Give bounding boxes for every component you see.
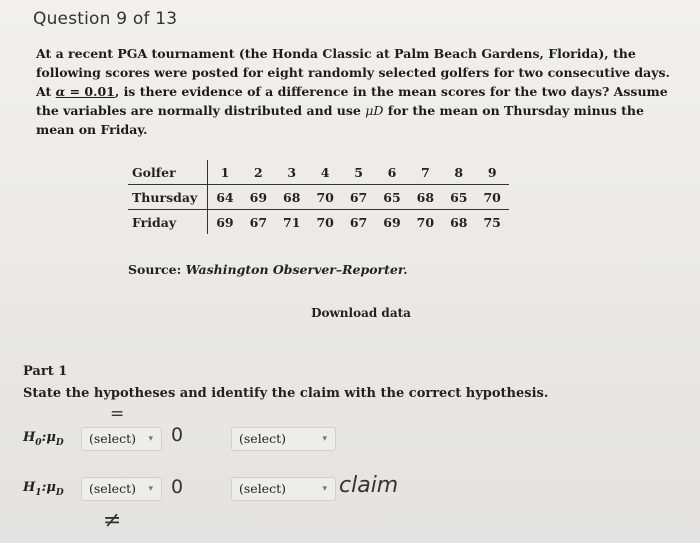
- table-row-thursday: [128, 185, 509, 210]
- thursday-cell: 65: [442, 185, 475, 210]
- chevron-down-icon: ▾: [322, 484, 327, 494]
- download-data-button[interactable]: Download data: [311, 306, 411, 320]
- friday-cell: 69: [383, 214, 401, 230]
- golfer-cell: 6: [375, 160, 408, 185]
- row-label-friday: Friday: [128, 210, 208, 235]
- h0-claim-select[interactable]: (select) ▾: [231, 427, 336, 451]
- thursday-cell: 69: [242, 185, 275, 210]
- h1-operator-select[interactable]: (select) ▾: [81, 477, 162, 501]
- golfer-cell: 9: [475, 160, 508, 185]
- part-instruction: State the hypotheses and identify the claim with the correct hypothesis.: [23, 386, 549, 401]
- prompt-text-c: for the mean on Thursday minus the mean on Friday.: [36, 103, 644, 137]
- golfer-cell: 8: [442, 160, 475, 185]
- friday-cell: 67: [349, 214, 368, 230]
- handwritten-equals-mark: =: [110, 404, 125, 424]
- thursday-cell: 64: [208, 185, 242, 210]
- golfer-cell: 1: [208, 160, 242, 185]
- friday-cell: 67: [249, 214, 268, 230]
- mu-d-symbol: μD: [365, 103, 384, 118]
- thursday-cell: 68: [275, 185, 308, 210]
- handwritten-h1-value: 0: [171, 476, 184, 498]
- question-title: Question 9 of 13: [33, 9, 178, 29]
- part-label: Part 1: [23, 364, 68, 379]
- chevron-down-icon: ▾: [322, 434, 327, 444]
- golfer-cell: 5: [342, 160, 375, 185]
- thursday-cell: 70: [475, 185, 508, 210]
- prompt-text-a: At a recent PGA tournament (the Honda Classic at Palm Beach Gardens, Florida), the following scores were posted for eight randomly selected golfers for two consecutive days. At: [36, 46, 670, 99]
- friday-cell: 69: [216, 214, 234, 230]
- handwritten-not-equal-mark: ≠: [103, 508, 122, 533]
- table-row-golfer: [128, 160, 509, 185]
- thursday-cell: 68: [409, 185, 442, 210]
- golfer-cell: 2: [242, 160, 275, 185]
- scores-table: [128, 160, 509, 234]
- friday-cell: 68: [450, 214, 468, 230]
- thursday-cell: 70: [308, 185, 341, 210]
- thursday-cell: 67: [342, 185, 375, 210]
- chevron-down-icon: ▾: [148, 434, 153, 444]
- chevron-down-icon: ▾: [148, 484, 153, 494]
- row-label-golfer: Golfer: [128, 160, 208, 185]
- golfer-cell: 3: [275, 160, 308, 185]
- h1-claim-select[interactable]: (select) ▾: [231, 477, 336, 501]
- friday-cell: 71: [283, 214, 301, 230]
- prompt-text-b: , is there evidence of a difference in the mean scores for the two days? Assume the variables are normally distributed and use: [36, 84, 668, 118]
- golfer-cell: 7: [409, 160, 442, 185]
- row-label-thursday: Thursday: [128, 185, 208, 210]
- friday-cell: 75: [483, 214, 501, 230]
- bleed-through-decoration: [590, 6, 594, 20]
- table-row-friday: [128, 210, 509, 235]
- handwritten-claim-note: claim: [339, 473, 399, 498]
- source-citation: Source: Washington Observer–Reporter.: [128, 262, 408, 277]
- h0-label: $H_0:\mu_D$: [23, 430, 64, 448]
- thursday-cell: 65: [375, 185, 408, 210]
- golfer-cell: 4: [308, 160, 341, 185]
- friday-cell: 70: [416, 214, 435, 230]
- question-prompt: [36, 44, 676, 139]
- handwritten-h0-value: 0: [171, 424, 184, 446]
- h0-operator-select[interactable]: (select) ▾: [81, 427, 162, 451]
- h1-label: $H_1:\mu_D$: [23, 480, 64, 498]
- friday-cell: 70: [316, 214, 334, 230]
- alpha-symbol: α = 0.01: [55, 84, 115, 99]
